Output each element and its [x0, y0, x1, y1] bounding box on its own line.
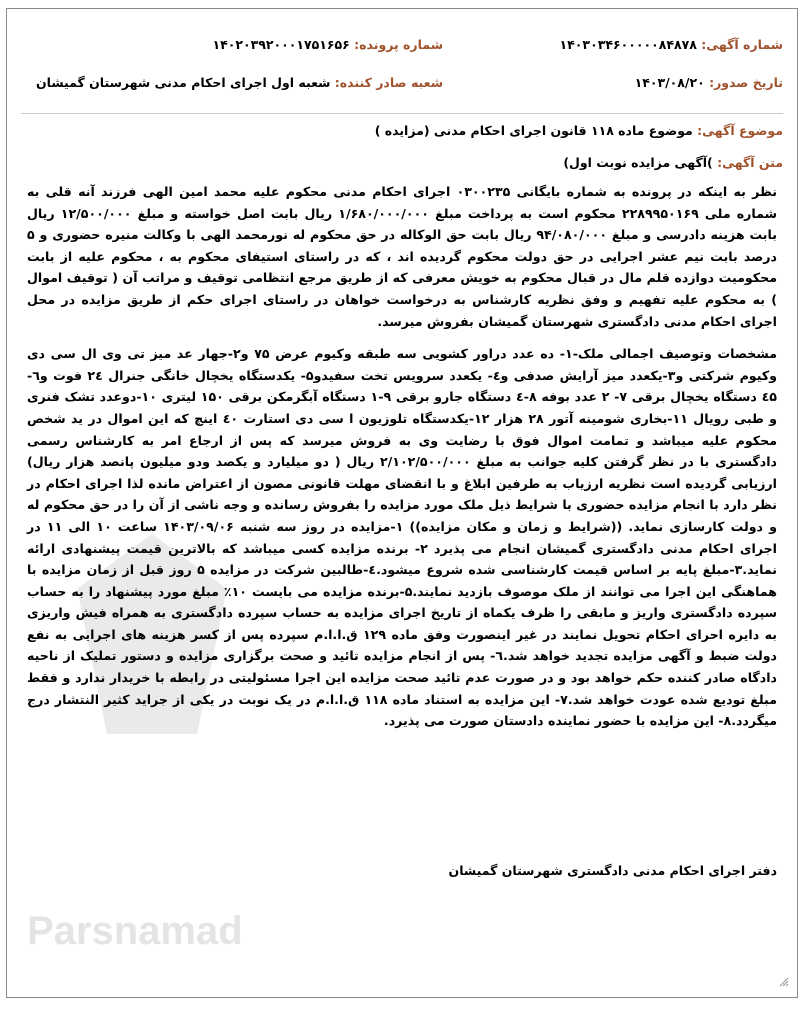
header-divider [21, 113, 783, 114]
issue-date-field [635, 75, 783, 90]
notice-number-label: شماره آگهی: [701, 37, 783, 52]
paragraph-intro: نظر به اینکه در پرونده به شماره بایگانی ۰۳۰۰۲۳۵ اجرای احکام مدنی محکوم علیه محمد امین الهی فرزند آنه قلی به شماره ملی ۲۲۸۹۹۵۰۱۶۹ محکوم است به پرداخت مبلغ ۱/۶۸۰/۰۰۰/۰۰۰ ریال بابت اصل خواسته و مبلغ ۱۲/۵۰۰/۰۰۰ ریال بابت هزینه دادرسی و مبلغ ۹۴/۰۸۰/۰۰۰ ریال بابت حق الوکاله در حق محکوم له نورمحمد الهی با وکالت منیره حضوری و ۵ درصد بابت نیم عشر اجرایی در حق دولت محکوم گردیده اند ، که در راستای استیفای محکوم به ، محکوم علیه از بابت محکومیت دوازده قلم مال در قبال محکوم به خویش معرفی که از طریق مرجع انتظامی توقیف و مراتب آن ( توقیف اموال ) به محکوم علیه تفهیم و وفق نظریه کارشناس به درخواست خواهان در راستای اجرای حکم از طریق مزایده در محل اجرای احکام مدنی دادگستری شهرستان گمیشان بفروش میرسد. [27, 184, 777, 329]
issuer-field [36, 75, 443, 90]
notice-number-field [560, 37, 783, 52]
notice-frame [6, 8, 798, 998]
subject-value: موضوع ماده ۱۱۸ قانون اجرای احکام مدنی (مزایده ) [374, 123, 693, 138]
case-number-field [212, 37, 443, 52]
site-watermark: Parsnamad [27, 909, 243, 953]
notice-title: )آگهی مزایده نوبت اول) [563, 155, 713, 170]
signature-line: دفتر اجرای احکام مدنی دادگستری شهرستان گمیشان [448, 863, 777, 878]
subject-field [375, 123, 783, 138]
resize-grip-icon[interactable] [779, 977, 789, 987]
notice-text-field [563, 155, 783, 170]
subject-label: موضوع آگهی: [697, 123, 783, 138]
notice-text-label: متن آگهی: [717, 155, 783, 170]
notice-body [27, 181, 777, 743]
issue-date-value: ۱۴۰۳/۰۸/۲۰ [634, 75, 705, 90]
case-number-value: ۱۴۰۲۰۳۹۲۰۰۰۱۷۵۱۶۵۶ [212, 37, 350, 52]
issuer-label: شعبه صادر کننده: [334, 75, 443, 90]
issue-date-label: تاریخ صدور: [709, 75, 783, 90]
issuer-value: شعبه اول اجرای احکام مدنی شهرستان گمیشان [35, 75, 331, 90]
paragraph-details: مشخصات وتوصیف اجمالی ملک-۱- ده عدد دراور کشویی سه طبقه وکیوم عرض ۷۵ و۲-جهار عد میز تی وی ال سی دی وکیوم شرکتی و۳-یکعدد میز آرایش صدفی و٤- یکعدد سرویس تخت سفیدو۵- یکدستگاه یخچال خانگی جنرال ۲٤ فوت و٦- ٤۵ دستگاه یخچال برقی ۷- ۲ عدد بوفه ۸-٤ دستگاه جارو برقی ۹-۱ دستگاه آبگرمکن برقی ۱۵۰ لیتری ۱۰-دوعدد تشک فنری و طبی رویال ۱۱-بخاری شومینه آتور ۲۸ هزار ۱۲-یکدستگاه تلوزیون ا سی دی استارت ٤۰ اینچ که این اموال در ید شخص محکوم علیه میباشد و تمامت اموال فوق با رضایت وی به فروش میرسد که پس از ارجاع امر به کارشناس رسمی دادگستری با در نظر گرفتن کلیه جوانب به مبلغ ۲/۱۰۲/۵۰۰/۰۰۰ ریال ( دو میلیارد و یکصد ودو میلیون پانصد هزار ریال) ارزیابی گردیده است نظریه ارزیاب به طرفین ابلاغ و با انقضای مهلت قانونی مصون از اعتراض مانده لذا اجرای احکام در نظر دارد با انجام مزایده حضوری با شرایط ذیل ملک مورد مزایده را بفروش رسانده و وجه ناشی از آن را در حق محکوم له و دولت کارسازی نماید. ((شرایط و زمان و مکان مزایده)) ۱-مزایده در روز سه شنبه ۱۴۰۳/۰۹/۰۶ ساعت ۱۰ الی ۱۱ در اجرای احکام مدنی دادگستری گمیشان انجام می پذیرد ۲- برنده مزایده کسی میباشد که بالاترین قیمت پیشنهادی ارائه نماید.۳-مبلغ پایه بر اساس قیمت کارشناسی شده شروع میشود.٤-طالبین شرکت در مزایده ۵ روز قبل از زمان مزایده با هماهنگی این اجرا می توانند از ملک موصوف بازدید نمایند.۵-برنده مزایده می بایست ۱۰٪ مبلغ مورد پیشنهاد را به حساب سپرده دادگستری واریز و مابقی را ظرف یکماه از تاریخ اجرای مزایده به حساب سپرده دادگستری به همراه فیش واریزی به دایره احرای احکام تحویل نمایند در غیر اینصورت وفق ماده ۱۲۹ ق.ا.ا.م سپرده پس از کسر هزینه های اجرایی به نفع دولت ضبط و آگهی مزایده تجدید خواهد شد.٦- پس از انجام مزایده تائید و صحت برگزاری مزایده و دستور تملیک از ناحیه دادگاه صادر کننده حکم خواهد بود و در صورت عدم تائید صحت مزایده این اجرا مسئولیتی در رابطه با خریدار ندارد و فقط مبلغ تودیع شده عودت خواهد شد.۷- این مزایده به استناد ماده ۱۱۸ ق.ا.ا.م در یک نوبت در یکی از جراید کثیر النتشار درج میگردد.۸- این مزایده با حضور نماینده دادستان صورت می پذیرد. [27, 346, 778, 729]
case-number-label: شماره پرونده: [354, 37, 443, 52]
notice-number-value: ۱۴۰۳۰۳۴۶۰۰۰۰۰۸۴۸۷۸ [559, 37, 697, 52]
